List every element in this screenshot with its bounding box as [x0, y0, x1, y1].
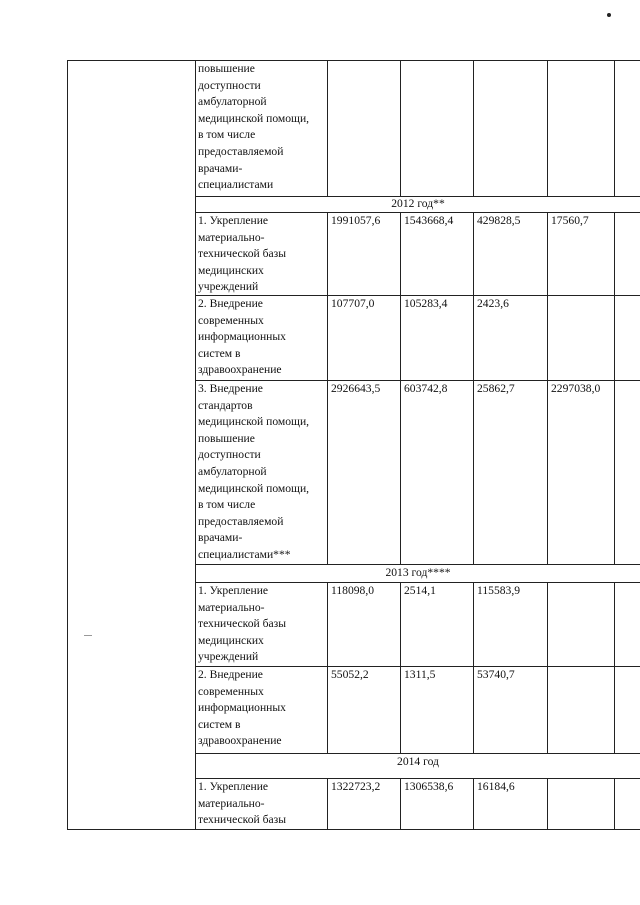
cell-value: 115583,9: [477, 584, 521, 597]
cell-value: 2514,1: [404, 584, 436, 597]
cell-value: 2926643,5: [331, 382, 381, 395]
row-label: 1. Укрепление материально- технической базы медицинских учреждений: [198, 584, 287, 664]
row-label: 1. Укрепление материально- технической базы медицинских учреждений: [198, 214, 287, 294]
table-divider-col5: [614, 778, 615, 830]
row-label: 1. Укрепление материально- технической базы: [198, 780, 287, 827]
table-divider-col1: [327, 582, 328, 753]
table-divider-col4: [547, 778, 548, 830]
row-label: 2. Внедрение современных информационных систем в здравоохранение: [198, 668, 286, 748]
table-divider-col2: [400, 212, 401, 564]
table-divider-col1: [327, 778, 328, 830]
table-divider-col1: [327, 60, 328, 196]
row-label: 2. Внедрение современных информационных систем в здравоохранение: [198, 297, 286, 377]
corner-mark: [607, 13, 611, 17]
top-row-label: повышение доступности амбулаторной медицинской помощи, в том числе предоставляемой врачами- специалистами: [198, 62, 310, 192]
table-top-border: [67, 60, 640, 61]
cell-value: 53740,7: [477, 668, 515, 681]
table-divider-col3: [473, 60, 474, 196]
table-divider-col2: [400, 60, 401, 196]
row-label: 3. Внедрение стандартов медицинской помощи, повышение доступности амбулаторной медицинской помощи, в том числе предоставляемой врачами- специалистами***: [198, 382, 310, 561]
row-divider: [195, 753, 640, 754]
cell-value: 105283,4: [404, 297, 448, 310]
cell-value: 2423,6: [477, 297, 509, 310]
cell-value: 55052,2: [331, 668, 369, 681]
table-divider-col3: [473, 582, 474, 753]
table-divider-col3: [473, 212, 474, 564]
table-divider-col2: [400, 582, 401, 753]
cell-value: 1311,5: [404, 668, 436, 681]
table-divider-col3: [473, 778, 474, 830]
cell-value: 1991057,6: [331, 214, 381, 227]
cell-value: 25862,7: [477, 382, 515, 395]
table-divider-col4: [547, 60, 548, 196]
cell-value: 16184,6: [477, 780, 515, 793]
cell-value: 1306538,6: [404, 780, 454, 793]
table-divider-col4: [547, 582, 548, 753]
table-bottom-border: [67, 829, 640, 830]
table-divider-col4: [547, 212, 548, 564]
cell-value: 2297038,0: [551, 382, 601, 395]
cell-value: 603742,8: [404, 382, 448, 395]
cell-value: 17560,7: [551, 214, 589, 227]
table-border-left: [67, 60, 68, 830]
cell-value: 429828,5: [477, 214, 521, 227]
table-divider-col1: [327, 212, 328, 564]
row-divider: [195, 564, 640, 565]
cell-value: 107707,0: [331, 297, 375, 310]
table-divider-col5: [614, 60, 615, 196]
year-heading-2013: 2013 год****: [385, 566, 451, 579]
cell-value: 1322723,2: [331, 780, 381, 793]
table-divider-col5: [614, 212, 615, 564]
table-divider-col2: [400, 778, 401, 830]
table-divider-label: [195, 60, 196, 830]
year-heading-2012: 2012 год**: [391, 197, 445, 210]
table-divider-col5: [614, 582, 615, 753]
scan-artifact: [84, 635, 92, 636]
cell-value: 1543668,4: [404, 214, 454, 227]
year-heading-2014: 2014 год: [397, 755, 439, 768]
cell-value: 118098,0: [331, 584, 375, 597]
